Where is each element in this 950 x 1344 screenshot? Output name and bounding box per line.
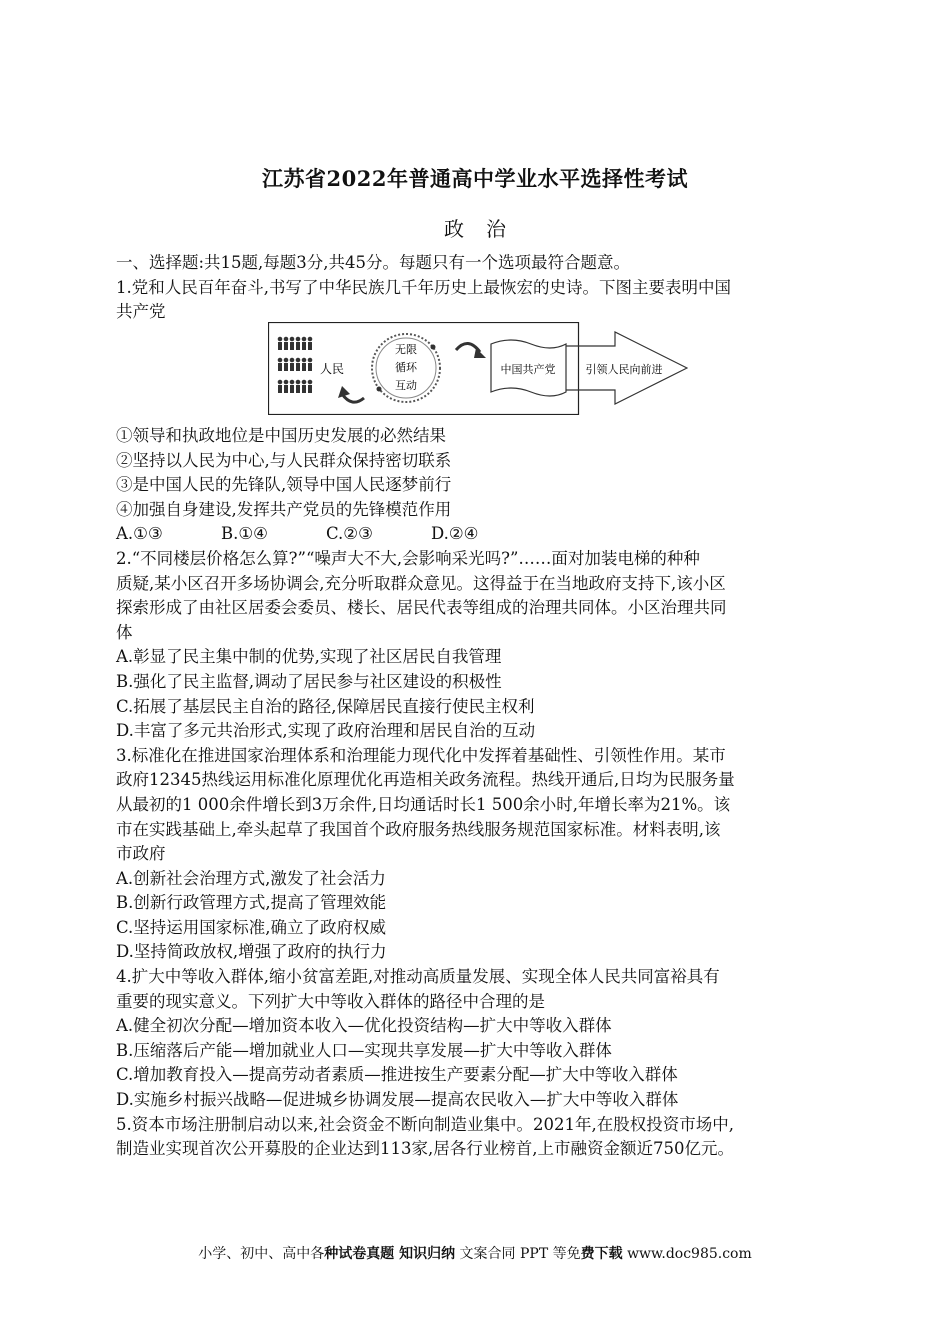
q5-stem-line-1: 5.资本市场注册制启动以来,社会资金不断向制造业集中。2021年,在股权投资市场中,	[116, 1114, 734, 1134]
q2-option-c: C.拓展了基层民主自治的路径,保障居民直接行使民主权利	[116, 696, 535, 716]
q4-option-a: A.健全初次分配—增加资本收入—优化投资结构—扩大中等收入群体	[116, 1016, 612, 1036]
circle-text-1: 无限	[395, 343, 417, 356]
q3-option-d: D.坚持简政放权,增强了政府的执行力	[116, 942, 387, 962]
q5-stem-line-2: 制造业实现首次公开募股的企业达到113家,居各行业榜首,上市融资金额近750亿元。	[116, 1139, 734, 1159]
q2-stem-line-1: 2.“不同楼层价格怎么算?”“噪声大不大,会影响采光吗?”……面对加装电梯的种种	[116, 548, 700, 568]
party-label: 中国共产党	[500, 363, 556, 376]
q2-stem-line-2: 质疑,某小区召开多场协调会,充分听取群众意见。这得益于在当地政府支持下,该小区	[116, 573, 726, 593]
q2-option-a: A.彰显了民主集中制的优势,实现了社区居民自我管理	[116, 647, 502, 667]
footer-text-2: 种试卷真题 知识归纳	[324, 1246, 456, 1262]
q1-stem-line-2: 共产党	[116, 302, 166, 322]
q3-option-a: A.创新社会治理方式,激发了社会活力	[116, 868, 386, 888]
q1-item-1: ①领导和执政地位是中国历史发展的必然结果	[116, 426, 446, 445]
people-label: 人民	[320, 362, 345, 376]
q1-option-c: C.②③	[326, 524, 373, 544]
page-footer	[0, 1243, 950, 1263]
arrow-label: 引领人民向前进	[585, 363, 663, 376]
q2-option-d: D.丰富了多元共治形式,实现了政府治理和居民自治的互动	[116, 721, 536, 741]
questions-body	[116, 424, 838, 1162]
q4-option-d: D.实施乡村振兴战略—促进城乡协调发展—提高农民收入—扩大中等收入群体	[116, 1090, 679, 1110]
circle-text-3: 互动	[395, 379, 417, 392]
section-heading: 一、选择题:共15题,每题3分,共45分。每题只有一个选项最符合题意。	[116, 253, 631, 272]
subject-title: 政治	[444, 217, 528, 241]
q1-options	[116, 522, 838, 547]
q4-stem-line-1: 4.扩大中等收入群体,缩小贫富差距,对推动高质量发展、实现全体人民共同富裕具有	[116, 967, 720, 987]
footer-text-3: 文案合同 PPT 等免	[455, 1246, 581, 1262]
q2-stem-line-4: 体	[116, 622, 133, 642]
q1-item-4: ④加强自身建设,发挥共产党员的先锋模范作用	[116, 499, 452, 519]
q4-stem-line-2: 重要的现实意义。下列扩大中等收入群体的路径中合理的是	[116, 991, 545, 1011]
q1-option-b: B.①④	[221, 524, 268, 544]
q2-stem-line-3: 探索形成了由社区居委会委员、楼长、居民代表等组成的治理共同体。小区治理共同	[116, 598, 727, 618]
q4-option-b: B.压缩落后产能—增加就业人口—实现共享发展—扩大中等收入群体	[116, 1040, 612, 1060]
q3-stem-line-4: 市在实践基础上,牵头起草了我国首个政府服务热线服务规范国家标准。材料表明,该	[116, 819, 721, 839]
circle-text-2: 循环	[395, 361, 417, 374]
q2-option-b: B.强化了民主监督,调动了居民参与社区建设的积极性	[116, 671, 502, 691]
q3-option-b: B.创新行政管理方式,提高了管理效能	[116, 893, 387, 913]
q3-option-c: C.坚持运用国家标准,确立了政府权威	[116, 917, 387, 937]
q4-option-c: C.增加教育投入—提高劳动者素质—推进按生产要素分配—扩大中等收入群体	[116, 1065, 678, 1085]
page-title: 江苏省2022年普通高中学业水平选择性考试	[262, 166, 688, 191]
footer-text-1: 小学、初中、高中各	[198, 1246, 325, 1262]
footer-website-link[interactable]: www.doc985.com	[622, 1246, 752, 1262]
q1-item-3: ③是中国人民的先锋队,领导中国人民逐梦前行	[116, 475, 452, 495]
q1-option-d: D.②④	[431, 524, 479, 544]
footer-text-4: 费下载	[580, 1246, 623, 1262]
q3-stem-line-1: 3.标准化在推进国家治理体系和治理能力现代化中发挥着基础性、引领性作用。某市	[116, 745, 726, 765]
q1-item-2: ②坚持以人民为中心,与人民群众保持密切联系	[116, 450, 452, 470]
people-crowd-icon	[278, 337, 313, 393]
q1-stem-line-1: 1.党和人民百年奋斗,书写了中华民族几千年历史上最恢宏的史诗。下图主要表明中国	[116, 277, 731, 297]
q3-stem-line-3: 从最初的1 000余件增长到3万余件,日均通话时长1 500余小时,年增长率为21%。该	[116, 794, 731, 814]
q1-figure	[268, 322, 688, 415]
q3-stem-line-5: 市政府	[116, 844, 166, 864]
section-intro	[116, 251, 838, 325]
q3-stem-line-2: 政府12345热线运用标准化原理优化再造相关政务流程。热线开通后,日均为民服务量	[116, 770, 735, 790]
q1-option-a: A.①③	[116, 524, 163, 544]
